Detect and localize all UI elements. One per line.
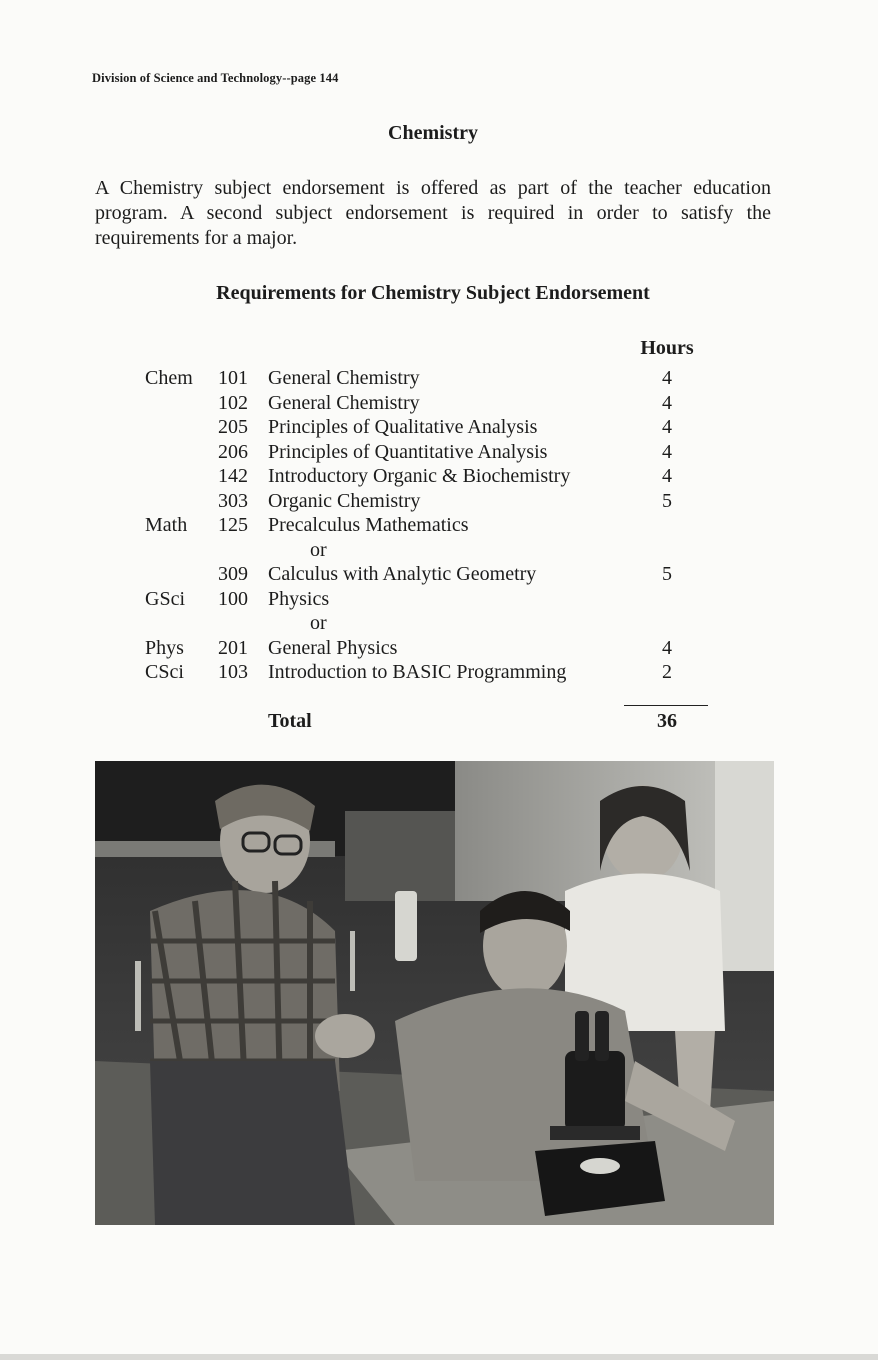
course-title: General Chemistry [268, 367, 420, 389]
course-title: Organic Chemistry [268, 489, 421, 512]
course-number: 205 [218, 416, 248, 438]
course-hours: 4 [662, 367, 672, 389]
course-title: Precalculus Mathematics [268, 514, 469, 536]
course-number: 125 [218, 514, 248, 536]
course-number: 102 [218, 391, 248, 414]
course-title: Introduction to BASIC Programming [268, 661, 567, 683]
course-hours: 4 [662, 391, 672, 414]
course-department: CSci [145, 661, 184, 683]
total-label: Total [268, 710, 312, 732]
total-hours: 36 [657, 710, 677, 732]
course-number: 303 [218, 489, 248, 512]
course-number: 309 [218, 563, 248, 585]
or-separator: or [310, 538, 327, 561]
page-title: Chemistry [388, 122, 478, 144]
course-hours: 4 [662, 416, 672, 438]
hours-column-header: Hours [640, 337, 694, 359]
course-hours: 5 [662, 563, 672, 585]
course-hours: 4 [662, 636, 672, 659]
intro-paragraph: A Chemistry subject endorsement is offered as part of the teacher education program. A second subject endorsement is required in order to satisfy the requirements for a major. [95, 177, 771, 249]
students-with-microscope-photo [95, 761, 774, 1225]
course-number: 201 [218, 636, 248, 659]
total-divider [624, 705, 708, 706]
course-hours: 4 [662, 465, 672, 487]
course-number: 142 [218, 465, 248, 487]
course-department: GSci [145, 587, 185, 610]
page-bottom-edge [0, 1354, 878, 1360]
course-title: Principles of Quantitative Analysis [268, 440, 548, 463]
course-hours: 2 [662, 661, 672, 683]
course-hours: 5 [662, 489, 672, 512]
course-number: 101 [218, 367, 248, 389]
course-title: General Physics [268, 636, 398, 659]
course-title: General Chemistry [268, 391, 420, 414]
course-title: Calculus with Analytic Geometry [268, 563, 537, 585]
course-department: Chem [145, 367, 193, 389]
course-title: Principles of Qualitative Analysis [268, 416, 538, 438]
course-department: Math [145, 514, 188, 536]
course-title: Introductory Organic & Biochemistry [268, 465, 571, 487]
running-head: Division of Science and Technology--page 144 [92, 71, 339, 85]
course-number: 103 [218, 661, 248, 683]
requirements-heading: Requirements for Chemistry Subject Endorsement [216, 282, 650, 304]
or-separator: or [310, 612, 327, 634]
course-number: 206 [218, 440, 248, 463]
course-title: Physics [268, 587, 330, 610]
course-hours: 4 [662, 440, 672, 463]
students-lab-photo [95, 761, 774, 1225]
course-department: Phys [145, 636, 184, 659]
course-number: 100 [218, 587, 248, 610]
